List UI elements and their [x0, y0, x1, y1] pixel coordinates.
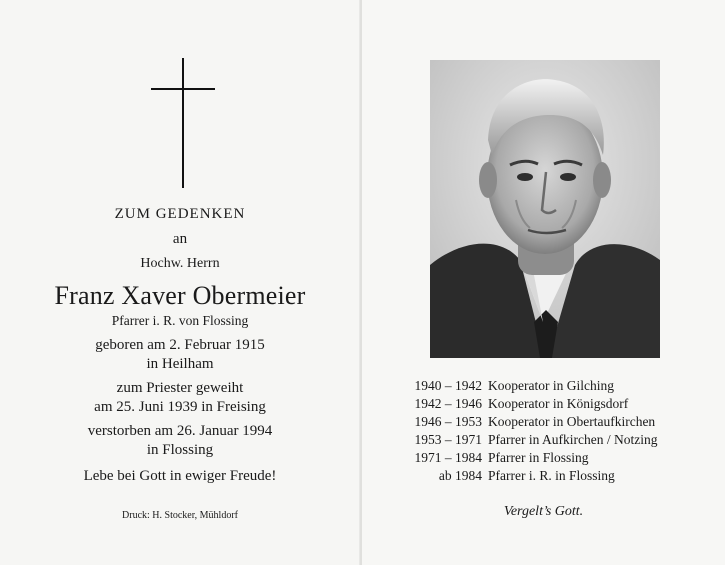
motto: Lebe bei Gott in ewiger Freude!: [83, 468, 277, 484]
career-role: Pfarrer in Aufkirchen / Notzing: [488, 432, 658, 447]
career-row: [400, 468, 615, 484]
born-place: in Heilham: [146, 356, 214, 372]
cross-icon: [151, 58, 215, 190]
career-years: 1942 – 1946: [414, 396, 482, 411]
born-date: geboren am 2. Februar 1915: [95, 337, 265, 353]
honorific: Hochw. Herrn: [140, 256, 220, 271]
career-row: [400, 432, 657, 448]
printer-credit: Druck: H. Stocker, Mühldorf: [122, 510, 238, 521]
closing-thanks: Vergelt’s Gott.: [503, 504, 584, 519]
career-role: Kooperator in Obertaufkirchen: [488, 414, 656, 429]
ordination-label: zum Priester geweiht: [116, 380, 244, 396]
an-text: an: [172, 231, 188, 247]
portrait-photo: [430, 60, 660, 358]
career-role: Kooperator in Königsdorf: [488, 396, 629, 411]
career-row: [400, 396, 628, 412]
career-role: Kooperator in Gilching: [488, 378, 614, 393]
career-role: Pfarrer in Flossing: [488, 450, 589, 465]
career-years: 1946 – 1953: [414, 414, 482, 429]
death-place: in Flossing: [146, 442, 214, 458]
career-years: 1971 – 1984: [414, 450, 482, 465]
career-years: 1940 – 1942: [414, 378, 482, 393]
left-panel: [0, 0, 360, 565]
career-years: 1953 – 1971: [414, 432, 482, 447]
career-years: ab 1984: [438, 468, 482, 483]
career-role: Pfarrer i. R. in Flossing: [488, 468, 615, 483]
deceased-title: Pfarrer i. R. von Flossing: [111, 313, 249, 328]
ordination-date: am 25. Juni 1939 in Freising: [94, 399, 266, 415]
career-row: [400, 414, 655, 430]
career-row: [400, 378, 614, 394]
memorial-heading: ZUM GEDENKEN: [114, 206, 246, 222]
career-row: [400, 450, 589, 466]
death-date: verstorben am 26. Januar 1994: [87, 423, 273, 439]
deceased-name: Franz Xaver Obermeier: [54, 281, 306, 310]
